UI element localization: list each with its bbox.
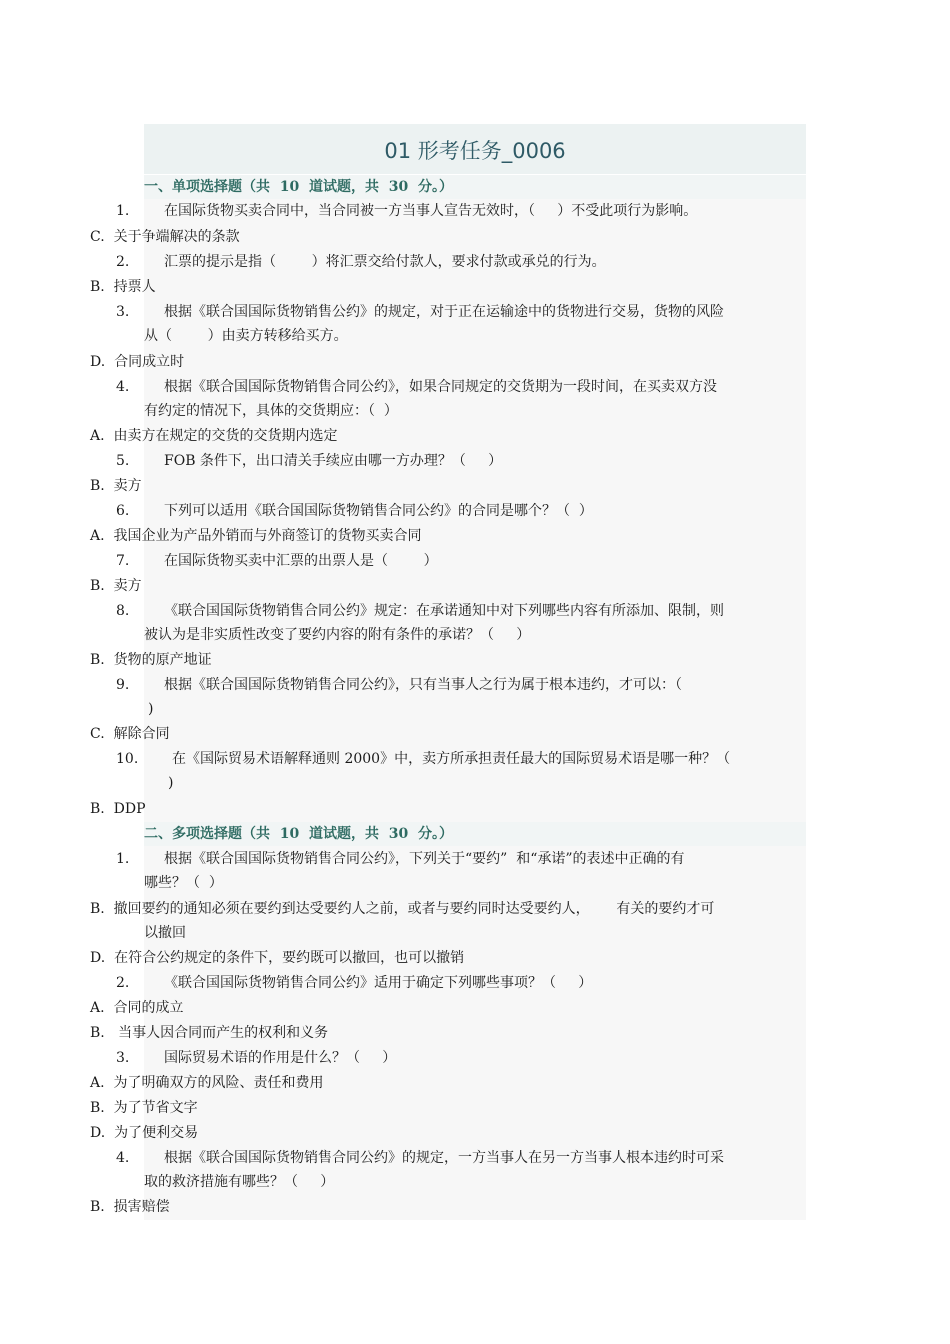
answer-7: B. 卖方	[90, 578, 142, 594]
mc-answer-1-b-cont: 以撤回	[144, 925, 186, 941]
question-8: 8. 《联合国国际货物销售合同公约》规定：在承诺通知中对下列哪些内容有所添加、限制，则 被认为是非实质性改变了要约内容的附有条件的承诺？（ ）	[116, 603, 724, 643]
mc-answer-2-b: B. 当事人因合同而产生的权利和义务	[90, 1025, 329, 1041]
mc-answer-3-b: B. 为了节省文字	[90, 1100, 198, 1116]
mc-answer-2-a: A. 合同的成立	[90, 1000, 184, 1016]
answer-2: B. 持票人	[90, 279, 156, 295]
mc-answer-1-d: D. 在符合公约规定的条件下，要约既可以撤回，也可以撤销	[90, 950, 465, 966]
question-3: 3. 根据《联合国国际货物销售公约》的规定，对于正在运输途中的货物进行交易，货物的风险 从（ ）由卖方转移给买方。	[116, 304, 724, 344]
answer-1: C. 关于争端解决的条款	[90, 229, 240, 245]
mc-question-1: 1. 根据《联合国国际货物销售合同公约》，下列关于“要约” 和“承诺”的表述中正确的有 哪些？（ ）	[116, 851, 685, 891]
mc-answer-4-b: B. 损害赔偿	[90, 1199, 170, 1215]
question-9: 9. 根据《联合国国际货物销售合同公约》，只有当事人之行为属于根本违约，才可以：（ )	[116, 677, 682, 717]
page-title: 01 形考任务_0006	[384, 139, 566, 163]
answer-4: A. 由卖方在规定的交货的交货期内选定	[90, 428, 338, 444]
section-heading-single-choice: 一、单项选择题（共 10 道试题，共 30 分。）	[144, 179, 453, 195]
mc-answer-3-d: D. 为了便利交易	[90, 1125, 199, 1141]
question-10: 10. 在《国际贸易术语解释通则 2000》中，卖方所承担责任最大的国际贸易术语是哪一种？（ )	[116, 751, 731, 791]
section-heading-multiple-choice: 二、多项选择题（共 10 道试题，共 30 分。）	[144, 826, 453, 842]
answer-3: D. 合同成立时	[90, 354, 185, 370]
answer-8: B. 货物的原产地证	[90, 652, 212, 668]
answer-6: A. 我国企业为产品外销而与外商签订的货物买卖合同	[90, 528, 422, 544]
mc-question-4: 4. 根据《联合国国际货物销售合同公约》的规定，一方当事人在另一方当事人根本违约时可采 取的救济措施有哪些？（ ）	[116, 1150, 724, 1190]
answer-5: B. 卖方	[90, 478, 142, 494]
mc-answer-3-a: A. 为了明确双方的风险、责任和费用	[90, 1075, 324, 1091]
mc-answer-1-b: B. 撤回要约的通知必须在要约到达受要约人之前，或者与要约同时达受要约人， 有关的要约才可	[90, 901, 715, 917]
answer-10: B. DDP	[90, 801, 146, 817]
document-page: 01 形考任务_0006 一、单项选择题（共 10 道试题，共 30 分。） 1. 在国际货物买卖合同中，当合同被一方当事人宣告无效时，（ ）不受此项行为影响。 C. 关于争端解决的条款 2. 汇票的提示是指（ ）将汇票交给付款人，要求付款或承兑的行为。 B. 持票人 3. 根据《联合国国际货物销售公约》的规定，对于正在运输途中的货物进行交易，货物的风险 从（ ）由卖方转移给买方。 D. 合同成立时 4. 根据《联合国国际货物销售合同公约》，如果合同规定的交货期为一段时间，在买卖双方没 有约定的情况下，具体的交货期应：（ ） A. 由卖方在规定的交货的交货期内选定 5. FOB 条件下，出口清关手续应由哪一方办理？（ ） B. 卖方 6. 下列可以适用《联合国国际货物销售合同公约》的合同是哪个？（ ） A. 我国企业为产品外销而与外商签订的货物买卖合同 7. 在国际货物买卖中汇票的出票人是（ ） B. 卖方 8. 《联合国国际货物销售合同公约》规定：在承诺通知中对下列哪些内容有所添加、限制，则 被认为是非实质性改变了要约内容的附有条件的承诺？（ ） B. 货物的原产地证 9. 根据《联合国国际货物销售合同公约》，只有当事人之行为属于根本违约，才可以：（ ) C. 解除合同 10. 在《国际贸易术语解释通则 2000》中，卖方所承担责任最大的国际贸易术语是哪一种？（ ) B. DDP 二、多项选择题（共 10 道试题，共 30 分。） 1. 根据《联合国国际货物销售合同公约》，下列关于“要约” 和“承诺”的表述中正确的有 哪些？（ ） B. 撤回要约的通知必须在要约到达受要约人之前，或者与要约同时达受要约人， 有关的要约才可 以撤回 D. 在符合公约规定的条件下，要约既可以撤回，也可以撤销 2. 《联合国国际货物销售合同公约》适用于确定下列哪些事项？（ ） A. 合同的成立 B. 当事人因合同而产生的权利和义务 3. 国际贸易术语的作用是什么？（ ） A. 为了明确双方的风险、责任和费用 B. 为了节省文字 D. 为了便利交易 4. 根据《联合国国际货物销售合同公约》的规定，一方当事人在另一方当事人根本违约时可采 取的救济措施有哪些？（ ） B. 损害赔偿	[0, 0, 950, 1344]
answer-9: C. 解除合同	[90, 726, 170, 742]
question-4: 4. 根据《联合国国际货物销售合同公约》，如果合同规定的交货期为一段时间，在买卖双方没 有约定的情况下，具体的交货期应：（ ）	[116, 379, 717, 419]
